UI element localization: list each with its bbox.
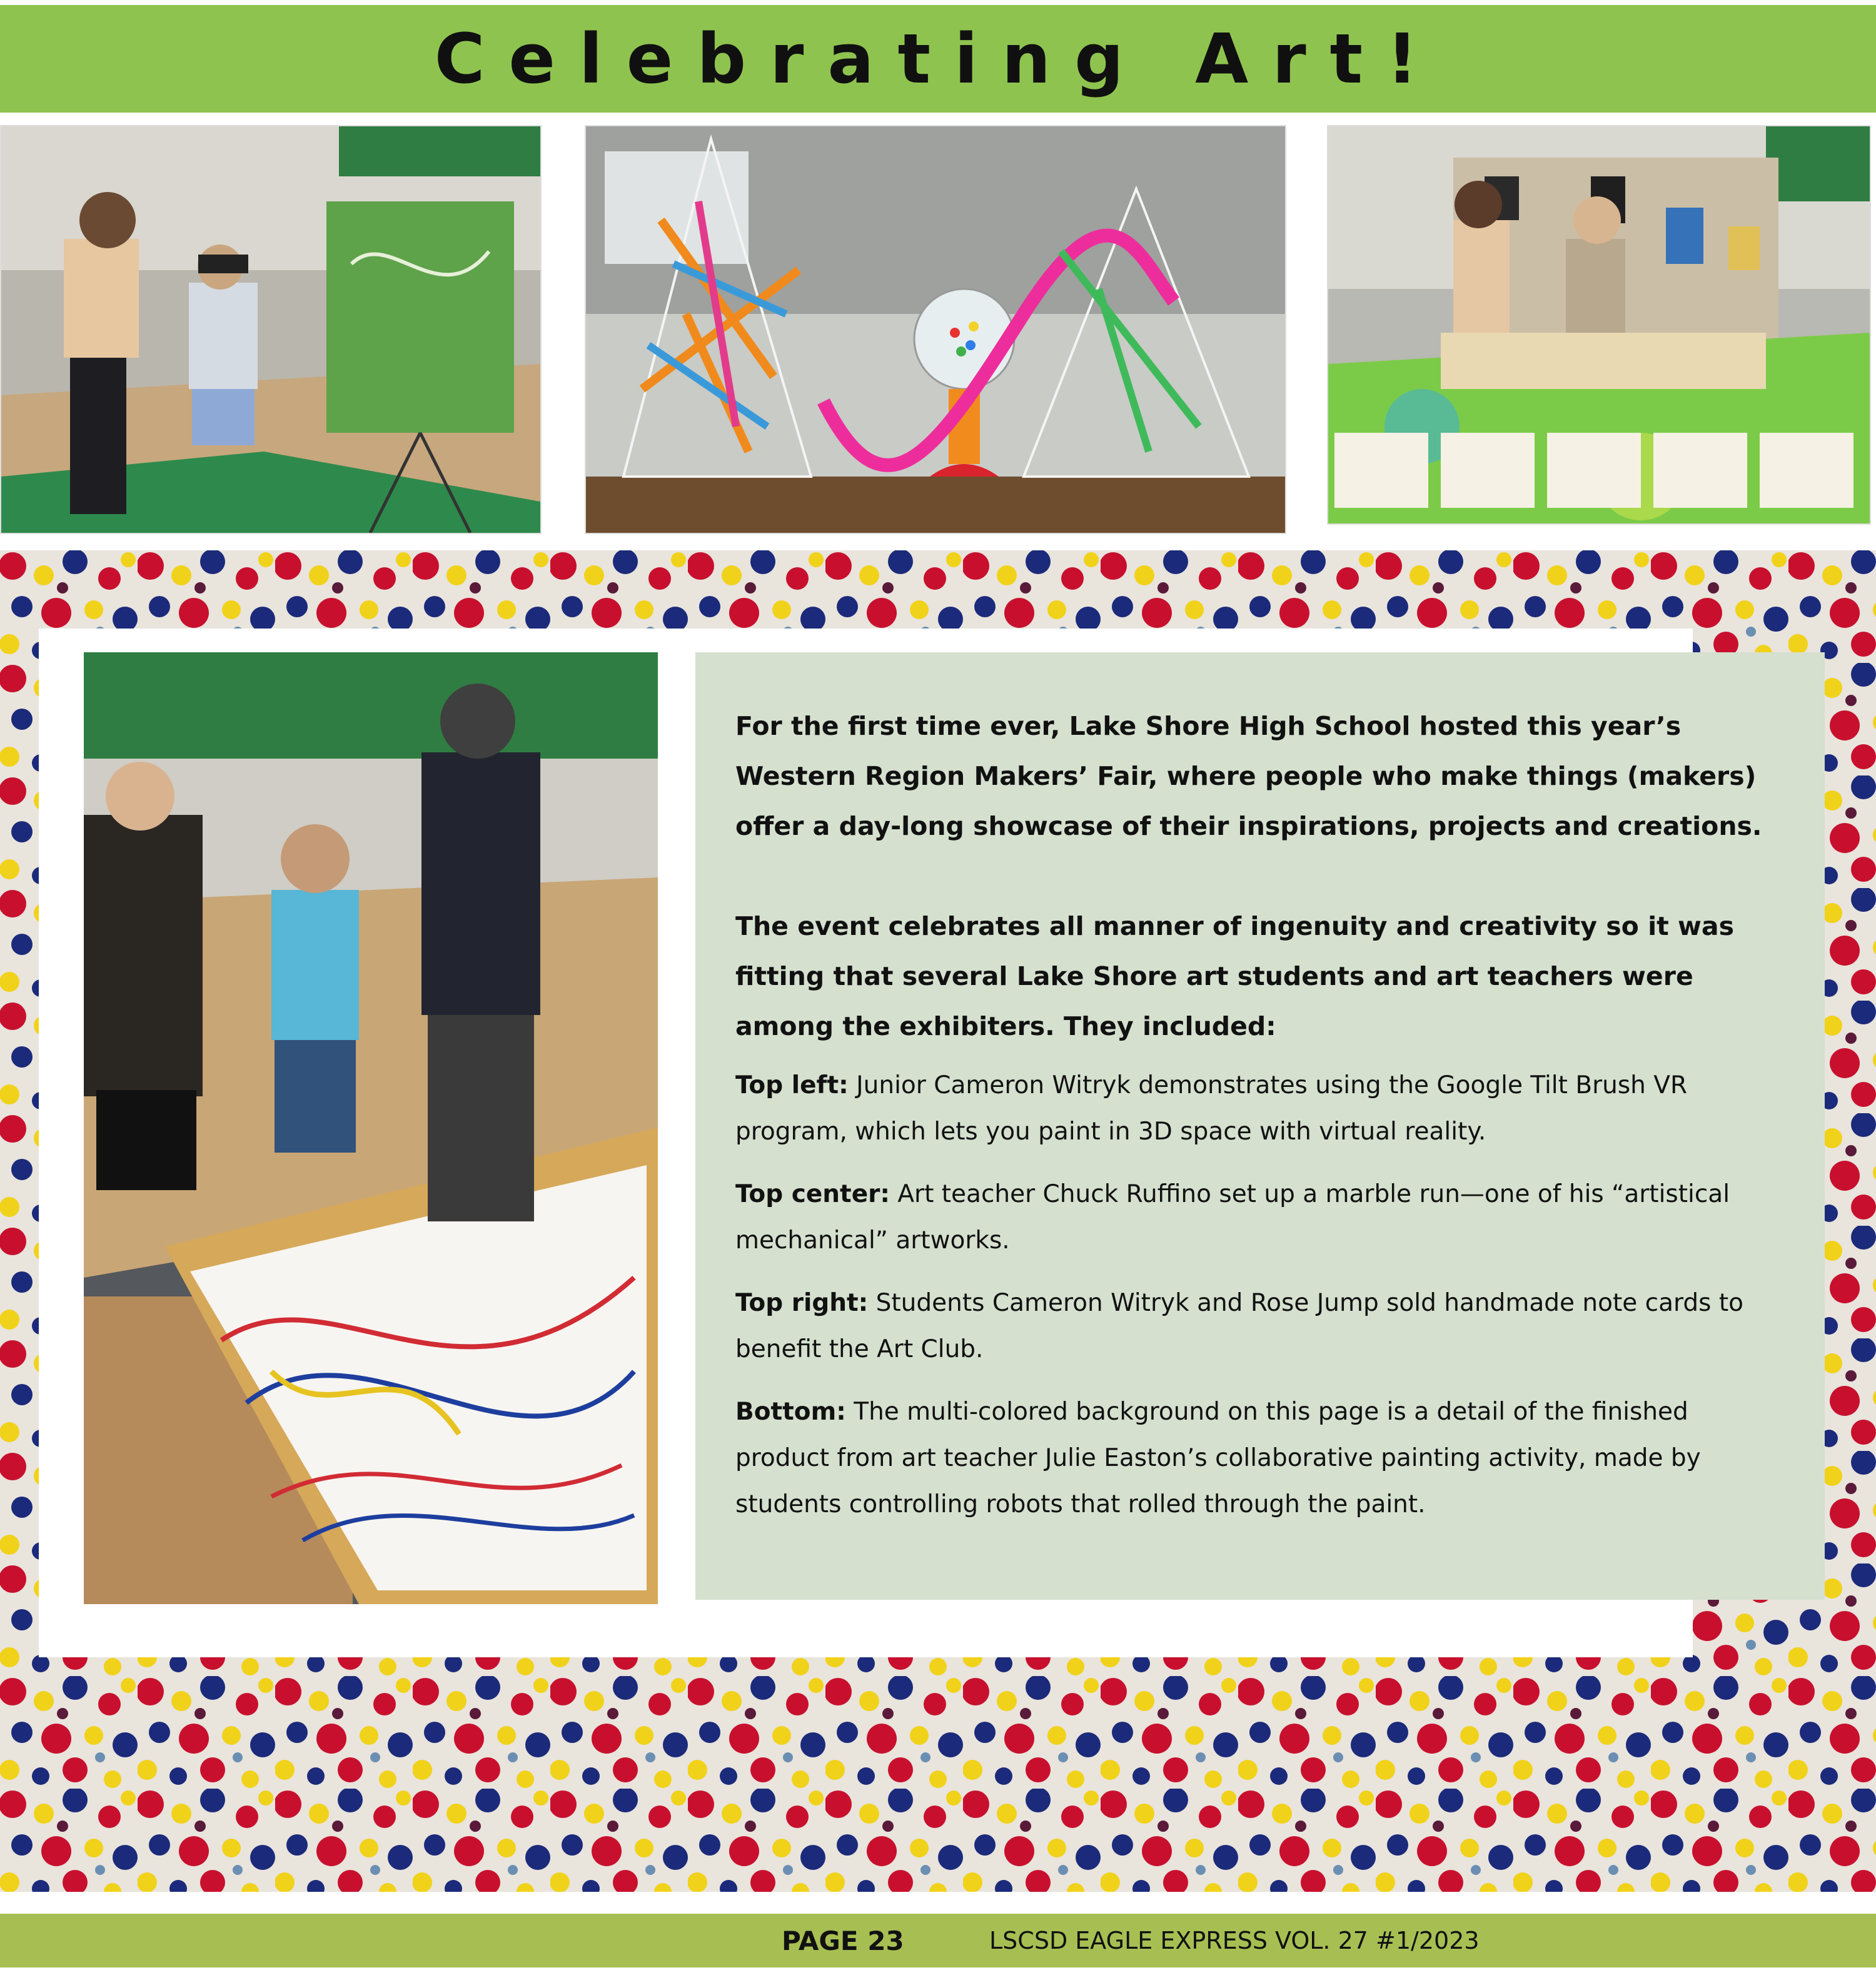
caption-top-center bbox=[735, 1171, 1787, 1264]
article-lead-paragraph-1: For the first time ever, Lake Shore High School hosted this year’s Western Region Makers’ Fair, where people who make things (makers) offer a day-long showcase of their inspirations, projects and creations. bbox=[735, 711, 1762, 841]
caption-label: Bottom: bbox=[735, 1398, 846, 1426]
caption-text: Students Cameron Witryk and Rose Jump sold handmade note cards to benefit the Art Club. bbox=[735, 1289, 1743, 1363]
caption-top-right bbox=[735, 1280, 1787, 1373]
robot-painting-photo bbox=[84, 652, 658, 1604]
article-lead-paragraph-2: The event celebrates all manner of ingenuity and creativity so it was fitting that several Lake Shore art students and art teachers were among the exhibiters. They included: bbox=[735, 911, 1734, 1041]
page-title: Celebrating Art! bbox=[434, 19, 1442, 99]
article-text-box bbox=[695, 652, 1825, 1600]
caption-top-left bbox=[735, 1063, 1787, 1155]
caption-label: Top right: bbox=[735, 1289, 869, 1317]
caption-bottom bbox=[735, 1389, 1787, 1528]
note-cards-photo bbox=[1327, 125, 1871, 525]
caption-text: Junior Cameron Witryk demonstrates using the Google Tilt Brush VR program, which lets you paint in 3D space with virtual reality. bbox=[735, 1071, 1688, 1146]
caption-text: The multi-colored background on this page is a detail of the finished product from art teacher Julie Easton’s collaborative painting activity, made by students controlling robots that rolled through the paint. bbox=[735, 1398, 1701, 1518]
caption-text: Art teacher Chuck Ruffino set up a marble run—one of his “artistical mechanical” artworks. bbox=[735, 1180, 1730, 1255]
marble-run-photo bbox=[585, 125, 1286, 534]
vr-demo-photo bbox=[0, 125, 542, 534]
page-footer bbox=[0, 1914, 1876, 1967]
caption-label: Top left: bbox=[735, 1071, 849, 1099]
page-number: PAGE 23 bbox=[782, 1925, 904, 1956]
title-banner bbox=[0, 5, 1876, 113]
caption-label: Top center: bbox=[735, 1180, 890, 1208]
publication-info: LSCSD EAGLE EXPRESS VOL. 27 #1/2023 bbox=[989, 1927, 1480, 1954]
